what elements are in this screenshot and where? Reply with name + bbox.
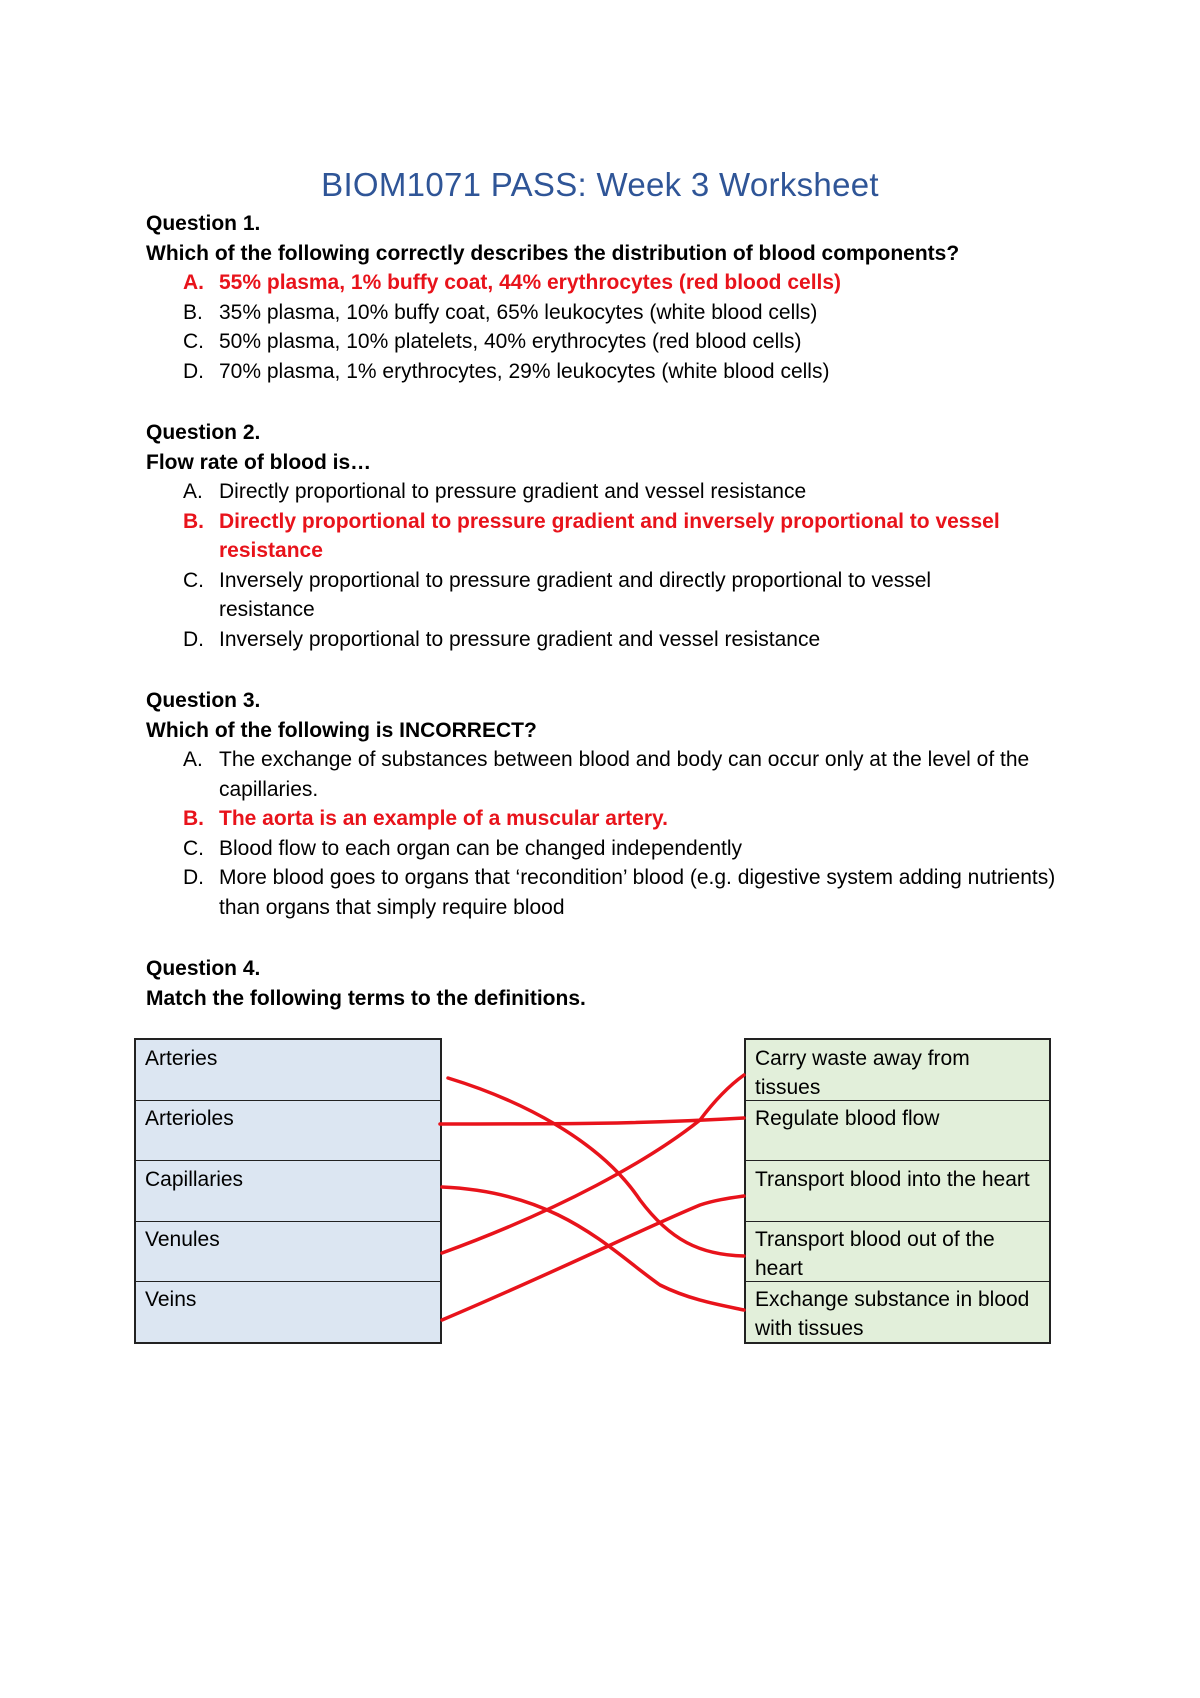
definition-cell-regulate: Regulate blood flow (746, 1100, 1049, 1161)
question-3-label: Question 3. (146, 689, 261, 712)
option-text: Inversely proportional to pressure gradient and vessel resistance (219, 627, 821, 651)
worksheet-title: BIOM1071 PASS: Week 3 Worksheet (321, 166, 879, 203)
option-text: 35% plasma, 10% buffy coat, 65% leukocytes (white blood cells) (219, 300, 818, 324)
option-text: 70% plasma, 1% erythrocytes, 29% leukocytes (white blood cells) (219, 359, 830, 383)
definition-cell-waste: Carry waste away from tissues (746, 1040, 1049, 1101)
option-letter: C. (183, 568, 204, 592)
question-4 (146, 954, 1066, 1013)
match-line-venules (442, 1075, 744, 1253)
option-letter: B. (183, 509, 204, 533)
q2-option-d (146, 625, 1066, 655)
match-line-capillaries (442, 1187, 744, 1310)
option-text: The aorta is an example of a muscular artery. (219, 807, 668, 830)
q3-option-b (146, 804, 1066, 834)
option-letter: D. (183, 627, 204, 651)
question-2-label: Question 2. (146, 421, 261, 444)
definition-cell-out-of-heart: Transport blood out of the heart (746, 1221, 1049, 1282)
q1-option-d (146, 357, 1066, 387)
q1-option-c (146, 327, 1066, 357)
option-letter: A. (183, 748, 203, 771)
option-text: The exchange of substances between blood and body can occur only at the level of the capillaries. (219, 748, 1030, 801)
option-text: More blood goes to organs that ‘recondition’ blood (e.g. digestive system adding nutrients) than organs that simply require blood (219, 866, 1056, 919)
option-text: Directly proportional to pressure gradient and vessel resistance (219, 480, 807, 503)
option-text: Directly proportional to pressure gradient and inversely proportional to vessel resistance (219, 509, 1000, 562)
option-letter: C. (183, 836, 204, 860)
definitions-table (744, 1038, 1051, 1344)
q3-option-a (146, 745, 1099, 804)
question-4-label: Question 4. (146, 957, 261, 980)
question-2 (146, 418, 1066, 654)
question-3-prompt: Which of the following is INCORRECT? (146, 718, 537, 742)
option-text: 55% plasma, 1% buffy coat, 44% erythrocytes (red blood cells) (219, 271, 842, 294)
option-text: Blood flow to each organ can be changed independently (219, 836, 743, 860)
question-1-label: Question 1. (146, 212, 261, 235)
term-cell-arterioles: Arterioles (136, 1100, 440, 1161)
q2-option-c (146, 566, 999, 625)
option-letter: B. (183, 807, 204, 830)
option-letter: C. (183, 330, 204, 353)
terms-table (134, 1038, 442, 1344)
definition-cell-into-heart: Transport blood into the heart (746, 1161, 1049, 1222)
definition-cell-exchange: Exchange substance in blood with tissues (755, 1288, 1030, 1340)
option-letter: A. (183, 271, 204, 294)
q2-option-b (146, 507, 1019, 566)
question-1-prompt: Which of the following correctly describes the distribution of blood components? (146, 241, 960, 265)
match-line-veins (442, 1196, 744, 1320)
option-letter: D. (183, 359, 204, 383)
q3-option-c (146, 834, 1066, 864)
question-2-prompt: Flow rate of blood is… (146, 450, 372, 474)
term-cell-capillaries: Capillaries (136, 1161, 440, 1222)
term-cell-venules: Venules (136, 1221, 440, 1282)
match-line-arteries (448, 1078, 744, 1256)
q3-option-d (146, 863, 1069, 922)
q1-option-a (146, 268, 1066, 298)
option-text: Inversely proportional to pressure gradient and directly proportional to vessel resistance (219, 568, 932, 621)
option-letter: A. (183, 480, 203, 503)
question-4-prompt: Match the following terms to the definitions. (146, 986, 586, 1010)
term-cell-veins: Veins (145, 1288, 197, 1311)
question-1 (146, 209, 1066, 386)
match-line-arterioles (440, 1118, 744, 1124)
term-cell-arteries: Arteries (136, 1040, 440, 1101)
option-letter: B. (183, 300, 203, 324)
question-3 (146, 686, 1066, 922)
q2-option-a (146, 477, 1066, 507)
option-letter: D. (183, 866, 204, 889)
option-text: 50% plasma, 10% platelets, 40% erythrocytes (red blood cells) (219, 330, 802, 353)
q1-option-b (146, 298, 1066, 328)
